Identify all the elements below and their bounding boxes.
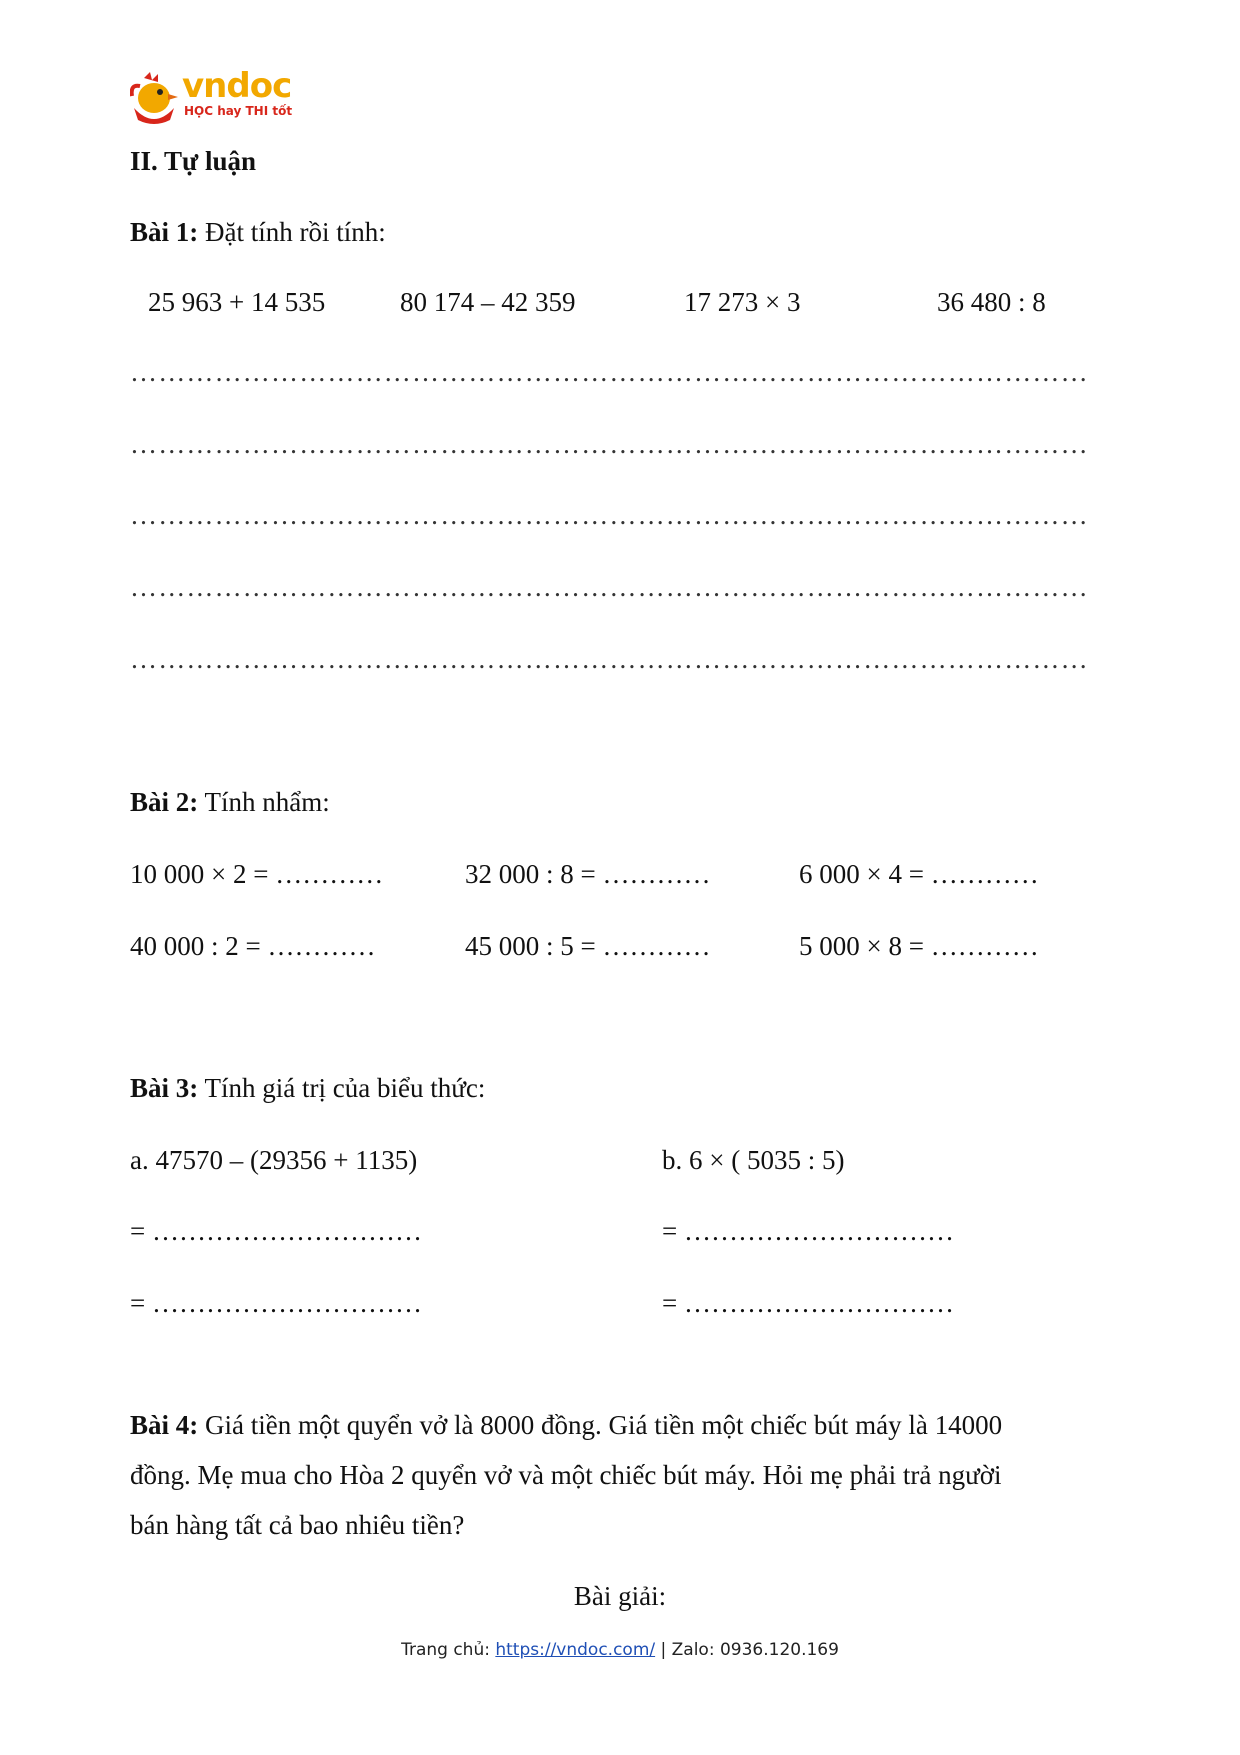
- bai3-label: Bài 3:: [130, 1073, 199, 1103]
- bai4-line: [130, 1409, 1002, 1441]
- bai3-expression-b: b. 6 × ( 5035 : 5): [662, 1145, 845, 1175]
- bai2-item: 45 000 : 5 = …………: [465, 931, 711, 961]
- footer-home-link[interactable]: https://vndoc.com/: [495, 1640, 656, 1660]
- bai3-instruction: Tính giá trị của biểu thức:: [198, 1073, 486, 1103]
- logo-tagline: HỌC hay THI tốt: [184, 104, 293, 118]
- bai2-item: 10 000 × 2 = …………: [130, 859, 384, 889]
- bai1-answer-line: …………………………………………………………………………………………: [130, 429, 1089, 459]
- bai1-answer-line: …………………………………………………………………………………………: [130, 644, 1089, 674]
- vndoc-logo[interactable]: [130, 66, 300, 126]
- bai1-problem: 17 273 × 3: [684, 287, 801, 317]
- bai2-heading: [130, 786, 330, 818]
- bai1-heading: [130, 216, 386, 248]
- solution-heading: Bài giải:: [573, 1581, 667, 1611]
- bai3-answer-line-b: = …………………………: [662, 1216, 954, 1246]
- bai1-instruction: Đặt tính rồi tính:: [198, 217, 386, 247]
- bai1-label: Bài 1:: [130, 217, 199, 247]
- bai3-answer-line-a: = …………………………: [130, 1288, 422, 1318]
- bai4-label: Bài 4:: [130, 1410, 199, 1440]
- rooster-mascot-icon: [130, 72, 180, 124]
- bai3-answer-line-a: = …………………………: [130, 1216, 422, 1246]
- bai2-item: 6 000 × 4 = …………: [799, 859, 1039, 889]
- bai1-problem: 80 174 – 42 359: [400, 287, 576, 317]
- bai2-item: 5 000 × 8 = …………: [799, 931, 1039, 961]
- bai2-label: Bài 2:: [130, 787, 199, 817]
- bai2-item: 32 000 : 8 = …………: [465, 859, 711, 889]
- page-footer: [0, 1640, 1240, 1660]
- section-title: II. Tự luận: [130, 146, 257, 176]
- bai2-item: 40 000 : 2 = …………: [130, 931, 376, 961]
- bai4-line: bán hàng tất cả bao nhiêu tiền?: [130, 1510, 465, 1540]
- bai3-heading: [130, 1072, 485, 1104]
- footer-home-label: Trang chủ:: [401, 1640, 496, 1660]
- bai4-line: đồng. Mẹ mua cho Hòa 2 quyển vở và một chiếc bút máy. Hỏi mẹ phải trả người: [130, 1460, 1002, 1490]
- bai2-instruction: Tính nhẩm:: [198, 787, 330, 817]
- bai1-problem: 25 963 + 14 535: [148, 287, 326, 317]
- bai1-answer-line: …………………………………………………………………………………………: [130, 500, 1089, 530]
- bai3-expression-a: a. 47570 – (29356 + 1135): [130, 1145, 418, 1175]
- bai1-problem: 36 480 : 8: [937, 287, 1046, 317]
- bai3-answer-line-b: = …………………………: [662, 1288, 954, 1318]
- footer-zalo: | Zalo: 0936.120.169: [655, 1640, 839, 1660]
- bai1-answer-line: …………………………………………………………………………………………: [130, 572, 1089, 602]
- logo-wordmark: vndoc: [182, 66, 292, 106]
- bai4-text-1: Giá tiền một quyển vở là 8000 đồng. Giá tiền một chiếc bút máy là 14000: [198, 1410, 1003, 1440]
- bai1-answer-line: …………………………………………………………………………………………: [130, 357, 1089, 387]
